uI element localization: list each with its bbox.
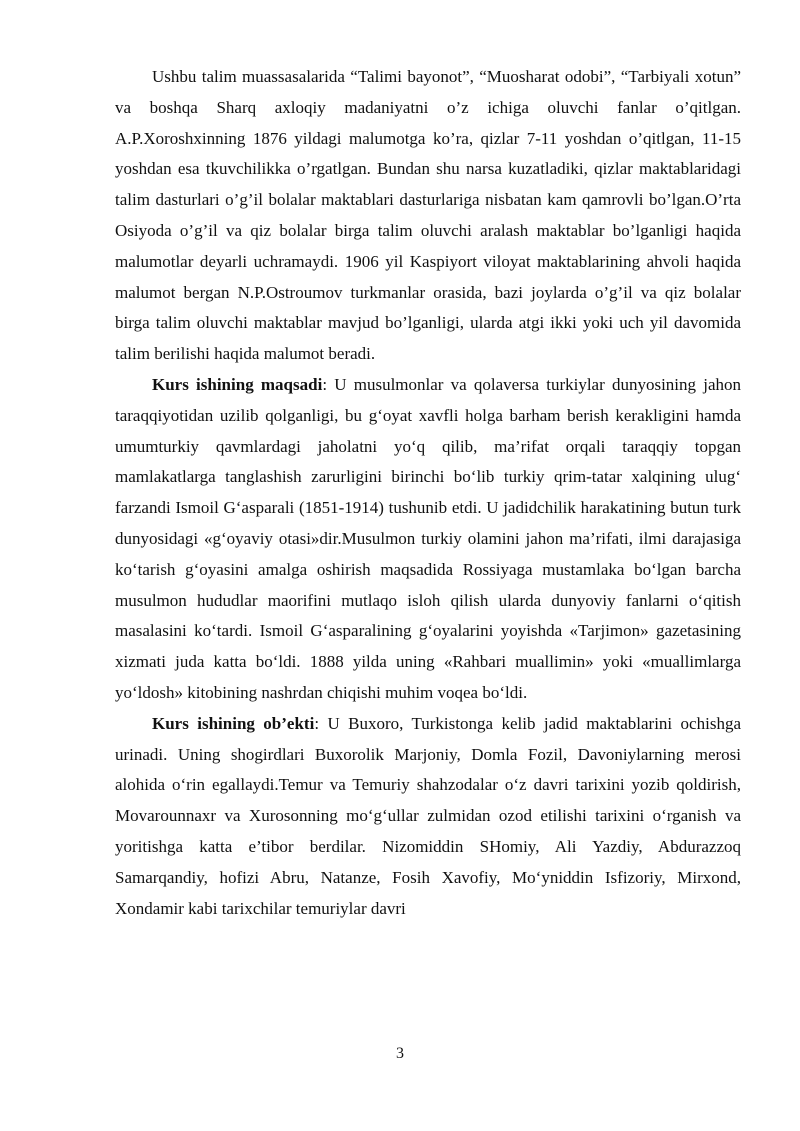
paragraph-course-object <box>115 709 741 925</box>
paragraph-text: U musulmonlar va qolaversa turkiylar dunyosining jahon taraqqiyotidan uzilib qolganligi, bu g‘oyat xavfli holga barham berish kerakligini hamda umumturkiy qavmlardagi jaholatni yo‘q qilib, ma’rifat orqali taraqqiy topgan mamlakatlarga tanglashish zarurligini birinchi bo‘lib turkiy qrim-tatar xalqining ulug‘ farzandi Ismoil G‘asparali (1851-1914) tushunib etdi. U jadidchilik harakatining butun turk dunyosidagi «g‘oyaviy otasi»dir.Musulmon turkiy olamini jahon ma’rifati, ilmi darajasiga ko‘tarish g‘oyasini amalga oshirish maqsadida Rossiyaga mustamlaka bo‘lgan barcha musulmon hududlar maorifini mutlaqo isloh qilish ularda dunyoviy fanlarni o‘qitish masalasini ko‘tardi. Ismoil G‘asparalining g‘oyalarini yoyishda «Tarjimon» gazetasining xizmati juda katta bo‘ldi. 1888 yilda uning «Rahbari muallimin» yoki «muallimlarga yo‘ldosh» kitobining nashrdan chiqishi muhim voqea bo‘ldi. <box>115 374 741 702</box>
paragraph-text: Ushbu talim muassasalarida “Talimi bayonot”, “Muosharat odobi”, “Tarbiyali xotun” va boshqa Sharq axloqiy madaniyatni o’z ichiga oluvchi fanlar o’qitlgan. A.P.Xoroshxinning 1876 yildagi malumotga ko’ra, qizlar 7-11 yoshdan o’qitlgan, 11-15 yoshdan esa tkuvchilikka o’rgatlgan. Bundan shu narsa kuzatladiki, qizlar maktablaridagi talim dasturlari o’g’il bolalar maktablari dasturlariga nisbatan kam qamrovli bo’lgan.O’rta Osiyoda o’g’il va qiz bolalar birga talim oluvchi aralash maktablar bo’lganligi haqida malumotlar deyarli uchramaydi. 1906 yil Kaspiyort viloyat maktablarining ahvoli haqida malumot bergan N.P.Ostroumov turkmanlar orasida, bazi joylarda o’g’il va qiz bolalar birga talim oluvchi maktablar mavjud bo’lganligi, ularda atgi ikki yoki uch yil davomida talim berilishi haqida malumot beradi. <box>115 67 741 364</box>
paragraph-intro <box>115 62 741 370</box>
heading-separator: : <box>314 713 328 733</box>
paragraph-heading: Kurs ishining maqsadi <box>152 374 323 394</box>
paragraph-text: U Buxoro, Turkistonga kelib jadid maktablarini ochishga urinadi. Uning shogirdlari Buxorolik Marjoniy, Domla Fozil, Davoniylarning merosi alohida o‘rin egallaydi.Temur va Temuriy shahzodalar o‘z davri tarixini yozib qoldirish, Movarounnaxr va Xurosonning mo‘g‘ullar zulmidan ozod etilishi tarixini o‘rganish va yoritishga katta e’tibor berdilar. Nizomiddin SHomiy, Ali Yazdiy, Abdurazzoq Samarqandiy, hofizi Abru, Natanze, Fosih Xavofiy, Mo‘yniddin Isfizoriy, Mirxond, Xondamir kabi tarixchilar temuriylar davri <box>115 713 741 918</box>
paragraph-heading: Kurs ishining ob’ekti <box>152 713 315 733</box>
paragraph-course-goal <box>115 370 741 709</box>
page-number: 3 <box>396 1045 404 1062</box>
document-body <box>115 62 741 924</box>
heading-separator: : <box>322 374 335 394</box>
